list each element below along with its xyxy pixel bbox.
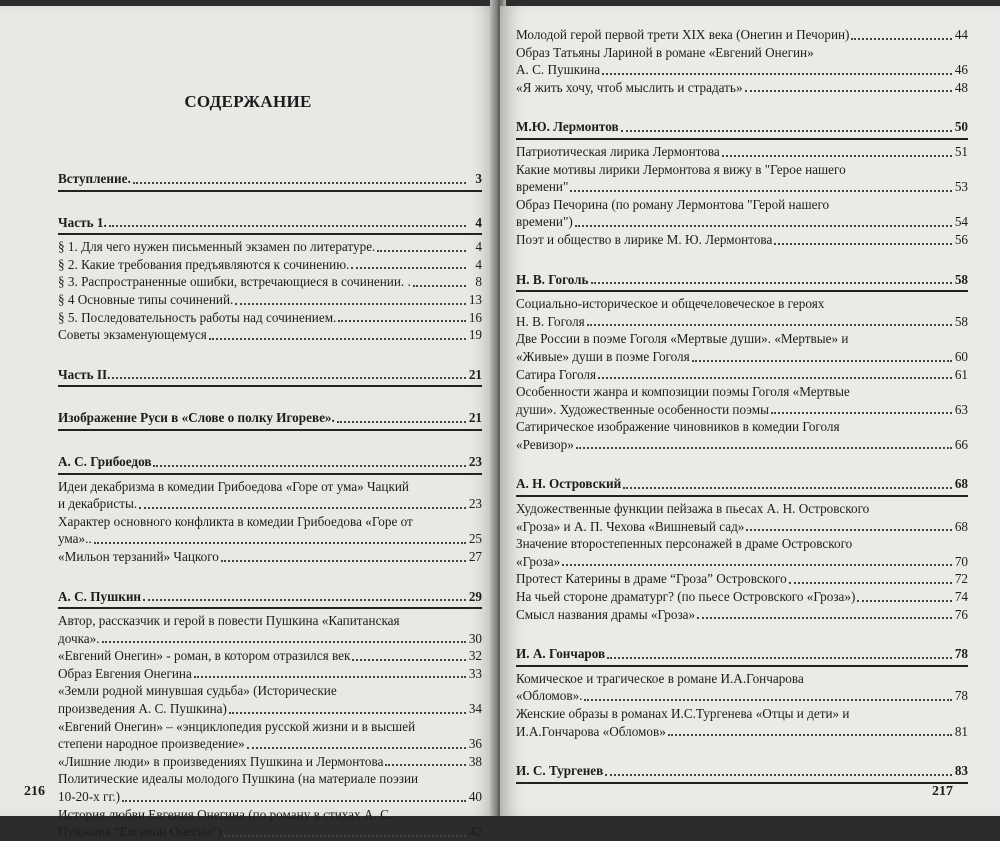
- toc-entry-row-page: 33: [468, 665, 482, 681]
- toc-entry: [58, 718, 482, 753]
- toc-entry: [58, 753, 482, 771]
- toc-entry-line: Сатирическое изображение чиновников в комедии Гоголя: [516, 419, 840, 435]
- section-heading-row-title: Изображение Руси в «Слове о полку Игореве».: [58, 410, 335, 426]
- toc-entry-row-title: Протест Катерины в драме “Гроза” Островского: [516, 571, 787, 587]
- section-heading-row: [516, 645, 968, 663]
- section-heading-row-page: 21: [468, 410, 482, 426]
- toc-entry-row-page: 40: [468, 789, 482, 805]
- toc-entry-row-page: 54: [954, 214, 968, 230]
- toc-entry-row-leader: [122, 800, 466, 802]
- toc-entry-row-leader: [722, 155, 952, 157]
- toc-section: [516, 118, 968, 248]
- toc-entry-line: Образ Печорина (по роману Лермонтова "Герой нашего: [516, 196, 830, 212]
- toc-entry-row-leader: [221, 560, 466, 562]
- toc-entry: [58, 647, 482, 665]
- toc-entry-row-title: произведения А. С. Пушкина): [58, 701, 227, 717]
- toc-entry-line: Какие мотивы лирики Лермонтова я вижу в "Герое нашего: [516, 161, 846, 177]
- toc-entry-row-title: «Мильон терзаний» Чацкого: [58, 548, 219, 564]
- section-heading-row-title: Часть II.: [58, 366, 111, 382]
- section-heading-row-page: 58: [954, 271, 968, 287]
- section-heading-row-title: Вступление.: [58, 171, 131, 186]
- toc-entry: [516, 705, 968, 740]
- toc-entry-row: [516, 436, 968, 454]
- section-heading-row-page: 21: [468, 366, 482, 382]
- toc-entry-line: Идеи декабризма в комедии Грибоедова «Горе от ума» Чацкий: [58, 478, 409, 494]
- toc-entry-row-leader: [575, 225, 952, 227]
- section-heading-row-page: 23: [468, 453, 482, 469]
- toc-entry: [58, 548, 482, 566]
- toc-entry-line: История любви Евгения Онегина (по роману в стихах А. С.: [58, 806, 393, 822]
- toc-entry-row-title: «Гроза»: [516, 553, 561, 569]
- toc-entry-row: [516, 213, 968, 231]
- toc-entry-row-title: § 1. Для чего нужен письменный экзамен по литературе.: [58, 239, 376, 255]
- toc-section: [516, 271, 968, 454]
- toc-entry-row-leader: [692, 360, 952, 362]
- section-heading-row: [58, 170, 482, 188]
- section-heading-row: [516, 271, 968, 289]
- toc-entry: [58, 309, 482, 327]
- toc-entry: [516, 44, 968, 79]
- right-page-number: 217: [932, 784, 953, 799]
- toc-entry: [58, 612, 482, 647]
- toc-entry-line: Комическое и трагическое в романе И.А.Гончарова: [516, 670, 804, 686]
- section-heading-row: [58, 588, 482, 606]
- section-heading: [58, 214, 482, 236]
- toc-entry-row-title: времени": [516, 179, 569, 195]
- toc-entry: [516, 366, 968, 384]
- toc-entry-row: [516, 553, 968, 571]
- toc-entry: [58, 326, 482, 344]
- toc-entry: [516, 161, 968, 196]
- section-heading-row-page: 3: [475, 171, 482, 186]
- toc-entry: [516, 500, 968, 535]
- toc-entry-row-leader: [351, 267, 466, 269]
- toc-entry-row-leader: [235, 303, 466, 305]
- toc-entry: [516, 418, 968, 453]
- toc-entry-row-leader: [570, 190, 952, 192]
- toc-entry-row-title: Молодой герой первой трети XIX века (Онегин и Печорин): [516, 27, 850, 42]
- section-heading: [516, 118, 968, 140]
- toc-entry-line: Две России в поэме Гоголя «Мертвые души». «Мертвые» и: [516, 331, 849, 347]
- toc-entry-row: [58, 309, 482, 327]
- toc-entry-line: Художественные функции пейзажа в пьесах А. Н. Островского: [516, 501, 870, 517]
- toc-entry: [516, 383, 968, 418]
- toc-entry-row: [58, 256, 482, 274]
- section-heading-row-title: А. Н. Островский: [516, 476, 622, 492]
- toc-entry: [516, 143, 968, 161]
- toc-entry-row: [516, 348, 968, 366]
- toc-entry-row-title: Образ Евгения Онегина: [58, 665, 192, 681]
- toc-entry-row-title: И.А.Гончарова «Обломов»: [516, 723, 666, 739]
- toc-entry: [58, 513, 482, 548]
- toc-entry-row: [516, 606, 968, 624]
- toc-entry-row-leader: [789, 582, 952, 584]
- section-heading-row-title: Н. В. Гоголь: [516, 271, 589, 287]
- toc-section: [58, 366, 482, 388]
- toc-entry-row-page: 4: [475, 239, 482, 255]
- toc-entry-row-leader: [562, 564, 952, 566]
- toc-entry-row-title: А. С. Пушкина: [516, 62, 601, 78]
- toc-entry-row-leader: [229, 712, 466, 714]
- toc-entry-row-page: 13: [468, 291, 482, 307]
- section-heading-row-page: 29: [468, 588, 482, 604]
- section-heading-row-title: И. А. Гончаров: [516, 646, 606, 662]
- toc-entry-row: [58, 495, 482, 513]
- section-heading-row-leader: [112, 377, 466, 379]
- toc-entry: [58, 665, 482, 683]
- right-page: [500, 6, 1000, 816]
- toc-entry-row: [58, 753, 482, 771]
- toc-entry-row: [516, 143, 968, 161]
- toc-entry-row-title: § 3. Распространенные ошибки, встречающиеся в сочинении. .: [58, 274, 411, 290]
- toc-entry-row-page: 68: [954, 518, 968, 534]
- section-heading-row-leader: [591, 282, 952, 284]
- toc-entry-row-title: души». Художественные особенности поэмы: [516, 401, 769, 417]
- toc-entry-row-page: 19: [468, 327, 482, 343]
- toc-entry-row: [516, 401, 968, 419]
- toc-entry-row: [516, 570, 968, 588]
- section-heading-row-leader: [623, 487, 952, 489]
- section-heading-row-page: 50: [954, 119, 968, 135]
- toc-entry-row-title: Сатира Гоголя: [516, 366, 597, 382]
- toc-section: [58, 588, 482, 841]
- toc-entry-row-page: 61: [954, 366, 968, 382]
- section-heading-row-page: 4: [475, 214, 482, 230]
- toc-entry: [516, 231, 968, 249]
- toc-entry: [516, 670, 968, 705]
- toc-entry-row: [58, 647, 482, 665]
- toc-entry-row-leader: [194, 676, 466, 678]
- toc-entry-row: [58, 630, 482, 648]
- toc-entry: [516, 79, 968, 97]
- toc-entry-row-page: 27: [468, 548, 482, 564]
- toc-entry-row: [58, 530, 482, 548]
- toc-entry-row-page: 72: [954, 571, 968, 587]
- section-heading-row: [58, 409, 482, 427]
- section-heading-row-leader: [109, 225, 466, 227]
- toc-entry-line: Особенности жанра и композиции поэмы Гоголя «Мертвые: [516, 384, 850, 400]
- toc-section: [516, 645, 968, 740]
- left-toc: [58, 148, 482, 841]
- toc-entry-row-leader: [576, 447, 952, 449]
- section-heading-row-title: И. С. Тургенев: [516, 763, 604, 779]
- toc-entry-row-leader: [385, 764, 466, 766]
- toc-entry-row: [516, 518, 968, 536]
- toc-entry-row: [516, 79, 968, 97]
- section-heading-row-page: 78: [954, 646, 968, 662]
- toc-entry-line: Политические идеалы молодого Пушкина (на материале поэзии: [58, 771, 419, 787]
- toc-entry-row: [58, 273, 482, 291]
- section-heading-row: [516, 118, 968, 136]
- section-heading-row: [58, 453, 482, 471]
- toc-entry-row-page: 4: [475, 256, 482, 272]
- toc-entry-row-page: 25: [468, 531, 482, 547]
- toc-section: [58, 170, 482, 192]
- toc-entry-row-page: 51: [954, 143, 968, 159]
- toc-entry-row-page: 46: [954, 62, 968, 78]
- section-heading-row-title: Часть 1.: [58, 214, 107, 230]
- toc-entry-row-page: 58: [954, 313, 968, 329]
- toc-entry-row-leader: [668, 734, 952, 736]
- toc-entry-row-title: § 5. Последовательность работы над сочинением.: [58, 309, 337, 325]
- toc-entry-row: [516, 366, 968, 384]
- toc-entry-row-title: «Лишние люди» в произведениях Пушкина и Лермонтова: [58, 753, 384, 769]
- toc-entry-row-title: Советы экзаменующемуся: [58, 327, 207, 343]
- toc-entry-row-leader: [413, 285, 466, 287]
- right-toc: [516, 26, 968, 787]
- section-heading-row-title: М.Ю. Лермонтов: [516, 119, 619, 135]
- toc-entry-row-page: 60: [954, 348, 968, 364]
- section-heading: [58, 366, 482, 388]
- toc-entry-row-page: 56: [954, 231, 968, 247]
- toc-entry-row: [516, 231, 968, 249]
- toc-entry-row-title: «Евгений Онегин» - роман, в котором отразился век: [58, 648, 351, 664]
- toc-entry: [516, 606, 968, 624]
- toc-entry-row-title: § 4 Основные типы сочинений.: [58, 291, 234, 307]
- toc-entry-row-leader: [224, 835, 466, 837]
- toc-entry-row-page: 30: [468, 630, 482, 646]
- toc-entry-line: «Евгений Онегин» – «энциклопедия русской жизни и в высшей: [58, 718, 416, 734]
- toc-entry-row-title: и декабристы.: [58, 496, 138, 512]
- section-heading-row-leader: [621, 130, 952, 132]
- toc-entry-row-page: 76: [954, 606, 968, 622]
- contents-title: СОДЕРЖАНИЕ: [184, 92, 312, 111]
- toc-entry-row-page: 38: [468, 753, 482, 769]
- section-heading-row-leader: [337, 421, 466, 423]
- toc-entry-row-page: 48: [954, 79, 968, 95]
- section-heading-row: [516, 475, 968, 493]
- toc-entry-row-page: 8: [475, 274, 482, 290]
- toc-entry-row-title: 10-20-х гг.): [58, 789, 121, 805]
- section-heading-row-leader: [607, 657, 952, 659]
- toc-entry-row-leader: [209, 338, 466, 340]
- toc-entry-row-page: 53: [954, 179, 968, 195]
- left-page: [0, 6, 496, 840]
- toc-entry-row-title: «Я жить хочу, чтоб мыслить и страдать»: [516, 79, 743, 95]
- section-heading: [516, 271, 968, 293]
- toc-entry-row-leader: [851, 38, 952, 40]
- toc-entry-row-page: 32: [468, 648, 482, 664]
- toc-entry-row: [58, 291, 482, 309]
- toc-section: [58, 453, 482, 566]
- toc-entry-row-leader: [377, 250, 466, 252]
- toc-entry: [58, 770, 482, 805]
- toc-entry-line: Женские образы в романах И.С.Тургенева «Отцы и дети» и: [516, 706, 850, 721]
- toc-entry-row-title: Смысл названия драмы «Гроза»: [516, 606, 696, 622]
- toc-entry: [516, 295, 968, 330]
- toc-entry-line: Характер основного конфликта в комедии Грибоедова «Горе от: [58, 513, 413, 529]
- toc-entry-row-title: Н. В. Гоголя: [516, 313, 585, 329]
- toc-entry-row-title: § 2. Какие требования предъявляются к сочинению.: [58, 256, 350, 272]
- section-heading: [516, 475, 968, 497]
- section-heading-row-title: А. С. Пушкин: [58, 588, 142, 604]
- toc-entry-row-page: 16: [468, 309, 482, 325]
- toc-section: [58, 409, 482, 431]
- toc-entry-row: [516, 313, 968, 331]
- section-heading-row-leader: [133, 182, 466, 184]
- toc-entry-row-page: 70: [954, 553, 968, 569]
- toc-entry-row-page: 42: [468, 824, 482, 840]
- toc-entry-row-leader: [584, 699, 952, 701]
- toc-entry-row: [58, 238, 482, 256]
- toc-entry: [516, 535, 968, 570]
- section-heading-row-page: 83: [954, 763, 968, 779]
- toc-entry-line: Автор, рассказчик и герой в повести Пушкина «Капитанская: [58, 613, 400, 629]
- toc-entry-row-title: Поэт и общество в лирике М. Ю. Лермонтова: [516, 231, 773, 247]
- toc-entry-row-page: 66: [954, 436, 968, 452]
- toc-entry-row-title: степени народное произведение»: [58, 736, 245, 752]
- toc-section: [516, 762, 968, 784]
- toc-entry: [58, 291, 482, 309]
- toc-entry-row: [58, 700, 482, 718]
- toc-entry-row-leader: [598, 377, 952, 379]
- section-heading-row: [516, 762, 968, 780]
- toc-entry-row-leader: [771, 412, 952, 414]
- toc-entry-row-leader: [139, 507, 466, 509]
- toc-entry: [58, 806, 482, 841]
- toc-entry-line: «Земли родной минувшая судьба» (Исторические: [58, 683, 337, 699]
- toc-entry-row-leader: [247, 747, 466, 749]
- toc-entry-row: [58, 548, 482, 566]
- toc-entry-row-title: ума»..: [58, 531, 92, 547]
- section-heading-row-leader: [605, 774, 952, 776]
- toc-entry-row-title: На чьей стороне драматург? (по пьесе Островского «Гроза»): [516, 589, 856, 605]
- toc-entry-row-leader: [745, 90, 952, 92]
- section-heading-row-title: А. С. Грибоедов: [58, 453, 152, 469]
- toc-entry: [516, 196, 968, 231]
- toc-entry-row-page: 78: [954, 688, 968, 704]
- toc-entry-row: [516, 26, 968, 44]
- toc-entry-line: Образ Татьяны Лариной в романе «Евгений Онегин»: [516, 44, 814, 60]
- toc-entry-row: [58, 788, 482, 806]
- toc-entry-row-leader: [602, 73, 952, 75]
- toc-entry: [58, 256, 482, 274]
- toc-entry-row: [516, 687, 968, 705]
- section-heading-row: [58, 214, 482, 232]
- section-heading: [58, 588, 482, 610]
- toc-entry-row-page: 34: [468, 701, 482, 717]
- toc-entry-row-leader: [857, 600, 952, 602]
- toc-entry: [58, 478, 482, 513]
- toc-entry-row-page: 23: [468, 496, 482, 512]
- toc-entry-row-leader: [746, 529, 952, 531]
- toc-entry-row-leader: [94, 542, 466, 544]
- toc-entry: [516, 570, 968, 588]
- section-heading: [58, 453, 482, 475]
- section-heading: [516, 645, 968, 667]
- section-heading-row-page: 68: [954, 476, 968, 492]
- toc-entry-row-leader: [697, 617, 952, 619]
- section-heading-row: [58, 366, 482, 384]
- toc-entry-row: [516, 61, 968, 79]
- section-heading: [516, 762, 968, 784]
- toc-entry-row-leader: [102, 641, 466, 643]
- toc-entry: [516, 330, 968, 365]
- toc-section: [58, 214, 482, 344]
- section-heading-row-leader: [143, 599, 466, 601]
- toc-entry-row-title: времени"): [516, 214, 573, 230]
- toc-entry-line: Значение второстепенных персонажей в драме Островского: [516, 536, 853, 552]
- toc-entry-row: [58, 823, 482, 841]
- toc-entry-line: Социально-историческое и общечеловеческое в героях: [516, 296, 825, 312]
- toc-entry-row: [516, 178, 968, 196]
- toc-entry: [58, 273, 482, 291]
- toc-entry: [58, 682, 482, 717]
- toc-entry-row-page: 63: [954, 401, 968, 417]
- section-heading: [58, 409, 482, 431]
- section-heading: [58, 170, 482, 192]
- toc-entry-row: [58, 665, 482, 683]
- left-page-number: 216: [24, 784, 45, 799]
- toc-entry: [516, 26, 968, 44]
- toc-entry-row-page: 81: [954, 723, 968, 739]
- toc-entry-row-title: «Ревизор»: [516, 436, 574, 452]
- toc-entry-row-leader: [774, 243, 952, 245]
- toc-entry-row-title: Пушкина “Евгении Онегин”): [58, 824, 222, 840]
- toc-entry-row-leader: [587, 324, 952, 326]
- toc-entry-row: [58, 735, 482, 753]
- toc-entry-row-leader: [338, 320, 466, 322]
- toc-entry: [516, 588, 968, 606]
- toc-entry: [58, 238, 482, 256]
- toc-entry-row-leader: [352, 659, 466, 661]
- toc-entry-row: [516, 723, 968, 741]
- section-heading-row-leader: [153, 465, 466, 467]
- toc-entry-row-title: дочка».: [58, 630, 100, 646]
- toc-entry-row-title: «Живые» души в поэме Гоголя: [516, 348, 690, 364]
- toc-entry-row-title: «Обломов».: [516, 688, 583, 704]
- toc-entry-row-title: «Гроза» и А. П. Чехова «Вишневый сад»: [516, 518, 745, 534]
- toc-entry-row: [516, 588, 968, 606]
- toc-entry-row-page: 36: [468, 736, 482, 752]
- toc-entry-row: [58, 326, 482, 344]
- toc-entry-row-page: 44: [954, 27, 968, 42]
- toc-section: [516, 475, 968, 623]
- toc-entry-row-page: 74: [954, 589, 968, 605]
- toc-entry-row-title: Патриотическая лирика Лермонтова: [516, 143, 720, 159]
